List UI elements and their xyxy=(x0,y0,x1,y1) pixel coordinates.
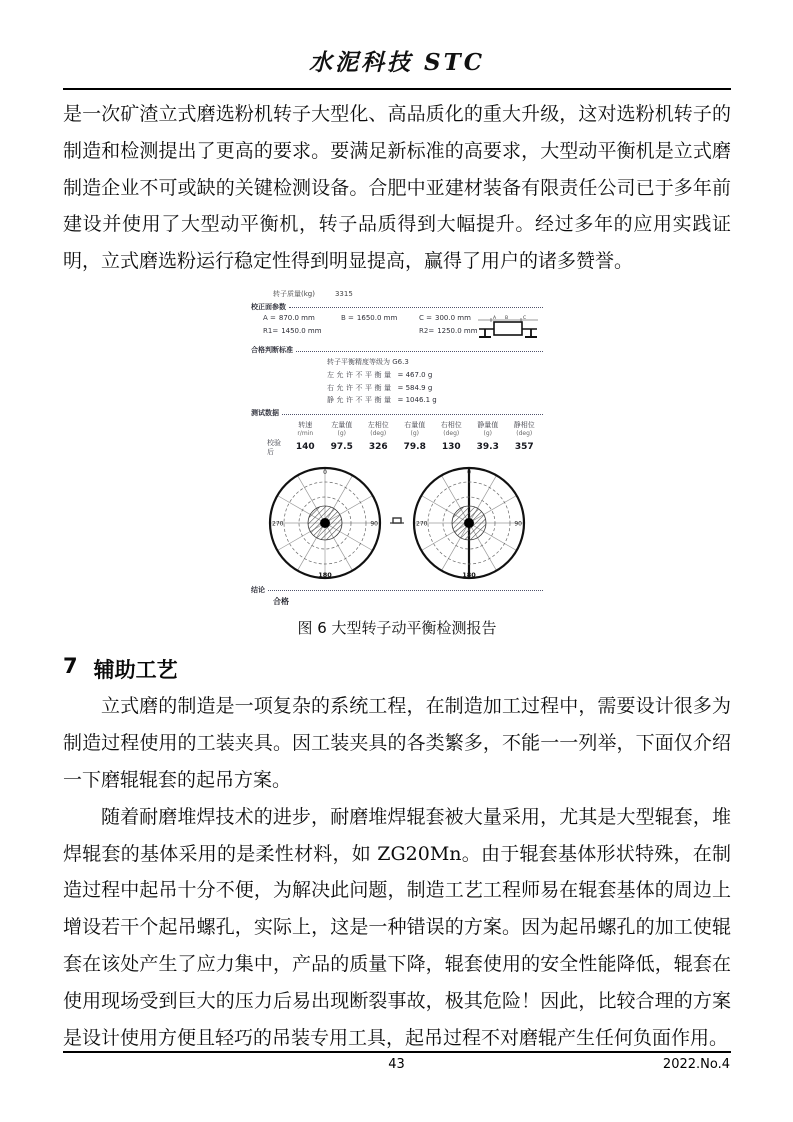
issue-number: 2022.No.4 xyxy=(662,1057,730,1072)
header-rule xyxy=(63,88,731,90)
polar-label-bottom: 180 xyxy=(462,570,476,579)
dim-label-c: C xyxy=(523,316,527,322)
section-heading xyxy=(63,654,731,684)
dotted-rule xyxy=(282,414,543,415)
figure-caption: 图 6 大型转子动平衡检测报告 xyxy=(297,619,497,638)
table-value-cell: 130 xyxy=(441,442,461,453)
section-separator-criteria xyxy=(251,346,543,355)
param-r2-label: R2= xyxy=(419,327,435,336)
param-b-value: 1650.0 mm xyxy=(356,314,398,323)
dim-label-a: A xyxy=(493,316,497,322)
polar-plots xyxy=(251,464,543,582)
section-separator-conclusion xyxy=(251,586,543,595)
polar-label-bottom: 180 xyxy=(318,570,332,579)
rotor-mass-label: 转子质量(kg) xyxy=(273,289,315,298)
polar-label-left: 270 xyxy=(416,520,428,528)
polar-label-left: 270 xyxy=(272,520,284,528)
param-b xyxy=(341,314,419,327)
table-row-label: 校验后 xyxy=(267,439,281,456)
allowance-value: = 467.0 g xyxy=(397,370,433,379)
polar-label-right: 90 xyxy=(514,520,522,528)
param-b-label: B = xyxy=(341,314,354,323)
param-r1-label: R1= xyxy=(263,327,279,336)
table-header-cell: 右相位 (deg) xyxy=(440,420,462,437)
table-value-cell: 326 xyxy=(368,442,388,453)
correction-params xyxy=(251,314,543,342)
section-number: 7 xyxy=(63,654,78,679)
rotor-mass-value: 3315 xyxy=(334,289,353,298)
dotted-rule xyxy=(268,590,543,591)
balance-grade-line: 转子平衡精度等级为 G6.3 xyxy=(327,358,409,367)
figure-balance-report xyxy=(251,290,543,608)
body-paragraph-2: 随着耐磨堆焊技术的进步，耐磨堆焊辊套被大量采用，尤其是大型辊套，堆焊辊套的基体采用的是柔性材料，如 ZG20Mn。由于辊套基体形状特殊，在制造过程中起吊十分不便，为解决此问题，制造工艺工程师易在辊套基体的周边上增设若干个起吊螺孔，实际上，这是一种错误的方案。因为起吊螺孔的加工使辊套在该处产生了应力集中，产品的质量下降，辊套使用的安全性能降低，辊套在使用现场受到巨大的压力后易出现断裂事故，极其危险！因此，比较合理的方案是设计使用方便且轻巧的吊装专用工具，起吊过程不对磨辊产生任何负面作用。 xyxy=(63,805,731,1049)
polar-label-right: 90 xyxy=(370,520,378,528)
table-header-cell: 左相位 (deg) xyxy=(367,420,389,437)
page-number: 43 xyxy=(388,1057,405,1072)
section-separator-correction xyxy=(251,303,543,312)
param-a-value: 870.0 mm xyxy=(278,314,315,323)
allowance-value: = 1046.1 g xyxy=(397,396,437,405)
allowance-label: 静允许不平衡量 xyxy=(327,396,394,405)
journal-title: 水泥科技 STC xyxy=(308,49,486,76)
footer-rule xyxy=(63,1051,731,1053)
page-header xyxy=(63,0,731,77)
param-a-label: A = xyxy=(263,314,276,323)
dim-label-b: B xyxy=(505,316,509,322)
table-value-cell: 140 xyxy=(295,442,315,453)
table-header-cell: 静相位 (deg) xyxy=(513,420,535,437)
body-paragraph-1: 立式磨的制造是一项复杂的系统工程，在制造加工过程中，需要设计很多为制造过程使用的工装夹具。因工装夹具的各类繁多，不能一一列举，下面仅介绍一下磨辊辊套的起吊方案。 xyxy=(63,695,731,792)
dotted-rule xyxy=(289,307,543,308)
balance-report xyxy=(251,290,543,608)
table-header-cell: 静量值 (g) xyxy=(477,420,499,437)
table-value-cell: 79.8 xyxy=(403,442,426,453)
allowance-label: 左允许不平衡量 xyxy=(327,370,394,379)
table-data-row xyxy=(251,439,543,457)
table-value-cell: 357 xyxy=(514,442,534,453)
table-header-cell: 转速 r/min xyxy=(297,420,314,437)
rotor-mass-line xyxy=(251,290,543,299)
allowance-label: 右允许不平衡量 xyxy=(327,383,394,392)
separator-label: 校正面参数 xyxy=(251,302,286,311)
param-c-label: C = xyxy=(419,314,432,323)
table-value-cell: 39.3 xyxy=(476,442,499,453)
param-r1 xyxy=(263,327,419,340)
test-table xyxy=(251,421,543,457)
rotor-symbol-icon xyxy=(389,515,405,530)
polar-label-top: 0 xyxy=(467,468,471,476)
separator-label: 合格判断标准 xyxy=(251,346,293,355)
param-r1-value: 1450.0 mm xyxy=(281,327,322,336)
conclusion-value: 合格 xyxy=(273,597,289,607)
allowance-row-static xyxy=(327,396,543,405)
separator-label: 测试数据 xyxy=(251,409,279,418)
table-header-cell: 左量值 (g) xyxy=(331,420,353,437)
separator-label: 结论 xyxy=(251,585,265,594)
polar-label-top: 0 xyxy=(323,468,327,476)
polar-plot-right xyxy=(410,464,528,582)
table-value-cell: 97.5 xyxy=(330,442,353,453)
polar-plot-left xyxy=(266,464,384,582)
param-r2-value: 1250.0 mm xyxy=(437,327,478,336)
param-c-value: 300.0 mm xyxy=(434,314,471,323)
table-header-row xyxy=(287,421,543,437)
section-title: 辅助工艺 xyxy=(93,658,178,683)
allowance-row-left xyxy=(327,371,543,380)
dotted-rule xyxy=(296,351,543,352)
table-header-cell: 右量值 (g) xyxy=(404,420,426,437)
allowance-value: = 584.9 g xyxy=(397,383,433,392)
param-a xyxy=(263,314,341,327)
section-separator-test-data xyxy=(251,409,543,418)
allowance-row-right xyxy=(327,384,543,393)
rotor-schematic-icon xyxy=(477,314,539,344)
param-r2 xyxy=(419,327,478,340)
body-paragraph-continuation: 是一次矿渣立式磨选粉机转子大型化、高品质化的重大升级，这对选粉机转子的制造和检测提出了更高的要求。要满足新标准的高要求，大型动平衡机是立式磨制造企业不可或缺的关键检测设备。合肥中亚建材装备有限责任公司已于多年前建设并使用了大型动平衡机，转子品质得到大幅提升。经过多年的应用实践证明，立式磨选粉运行稳定性得到明显提高，赢得了用户的诸多赞誉。 xyxy=(63,103,731,273)
